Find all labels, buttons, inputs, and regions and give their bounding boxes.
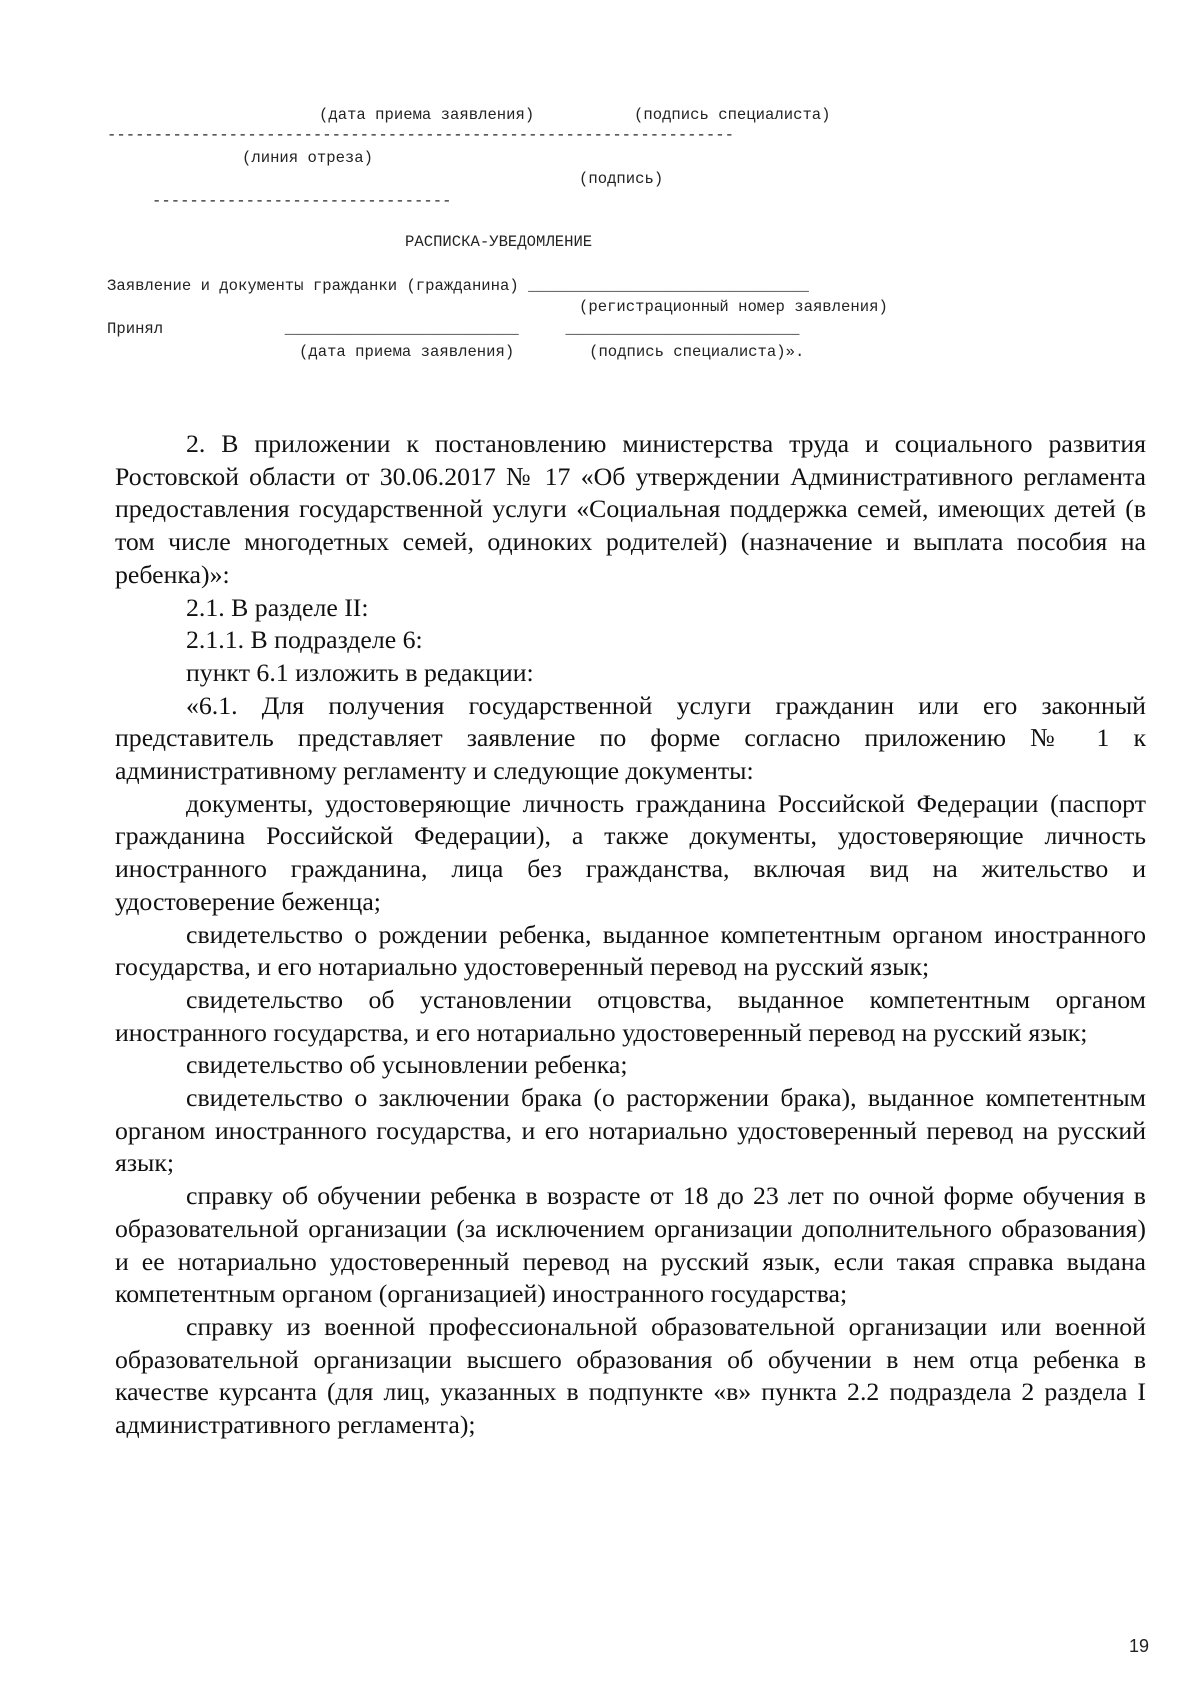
paragraph: свидетельство о заключении брака (о расторжении брака), выданное компетентным органом иностранного государства, и его нотариально удостоверенный перевод на русский язык; xyxy=(115,1083,1146,1178)
paragraph: 2.1. В разделе II: xyxy=(186,592,369,622)
receipt-accepted-captions: (дата приема заявления) (подпись специалиста)». xyxy=(299,343,805,361)
paragraph: документы, удостоверяющие личность гражданина Российской Федерации (паспорт гражданина Российской Федерации), а также документы, удостоверяющие личность иностранного гражданина, лица без гражданства, включая вид на жительство и удостоверение беженца; xyxy=(115,788,1146,916)
paragraph: 2.1.1. В подразделе 6: xyxy=(186,625,423,655)
receipt-accepted-line: Принял _________________________ _________________________ xyxy=(107,320,800,338)
cut-line-label: (линия отреза) xyxy=(242,149,374,167)
paragraph: «6.1. Для получения государственной услуги гражданин или его законный представитель представляет заявление по форме согласно приложению № 1 к административному регламенту и следующие документы: xyxy=(115,690,1146,786)
caption-date-top: (дата приема заявления) xyxy=(319,106,535,124)
paragraph: пункт 6.1 изложить в редакции: xyxy=(186,657,534,687)
paragraph: свидетельство об усыновлении ребенка; xyxy=(186,1050,628,1080)
paragraph: свидетельство о рождении ребенка, выданное компетентным органом иностранного государства, и его нотариально удостоверенный перевод на русский язык; xyxy=(115,919,1146,982)
caption-signature-top: (подпись специалиста) xyxy=(634,106,831,124)
document-body xyxy=(115,428,1146,1442)
page-number: 19 xyxy=(1128,1636,1149,1656)
receipt-title: РАСПИСКА-УВЕДОМЛЕНИЕ xyxy=(405,233,593,251)
receipt-reg-number-caption: (регистрационный номер заявления) xyxy=(579,298,888,316)
receipt-documents-line: Заявление и документы гражданки (гражданина) ______________________________ xyxy=(107,277,809,295)
cut-dashes-line: ------------------------------------------------------------------- xyxy=(107,126,734,144)
signature-label: (подпись) xyxy=(579,170,664,188)
short-dashes-line: -------------------------------- xyxy=(152,192,452,210)
paragraph: справку об обучении ребенка в возрасте от 18 до 23 лет по очной форме обучения в образовательной организации (за исключением организации дополнительного образования) и ее нотариально удостоверенный перевод на русский язык, если такая справка выдана компетентным органом (организацией) иностранного государства; xyxy=(115,1181,1146,1309)
paragraph: справку из военной профессиональной образовательной организации или военной образовательной организации высшего образования об обучении в нем отца ребенка в качестве курсанта (для лиц, указанных в подпункте «в» пункта 2.2 подраздела 2 раздела I административного регламента); xyxy=(115,1311,1146,1440)
paragraph: свидетельство об установлении отцовства, выданное компетентным органом иностранного государства, и его нотариально удостоверенный перевод на русский язык; xyxy=(115,984,1146,1047)
paragraph: 2. В приложении к постановлению министерства труда и социального развития Ростовской области от 30.06.2017 № 17 «Об утверждении Административного регламента предоставления государственной услуги «Социальная поддержка семей, имеющих детей (в том числе многодетных семей, одиноких родителей) (назначение и выплата пособия на ребенка)»: xyxy=(115,429,1146,589)
